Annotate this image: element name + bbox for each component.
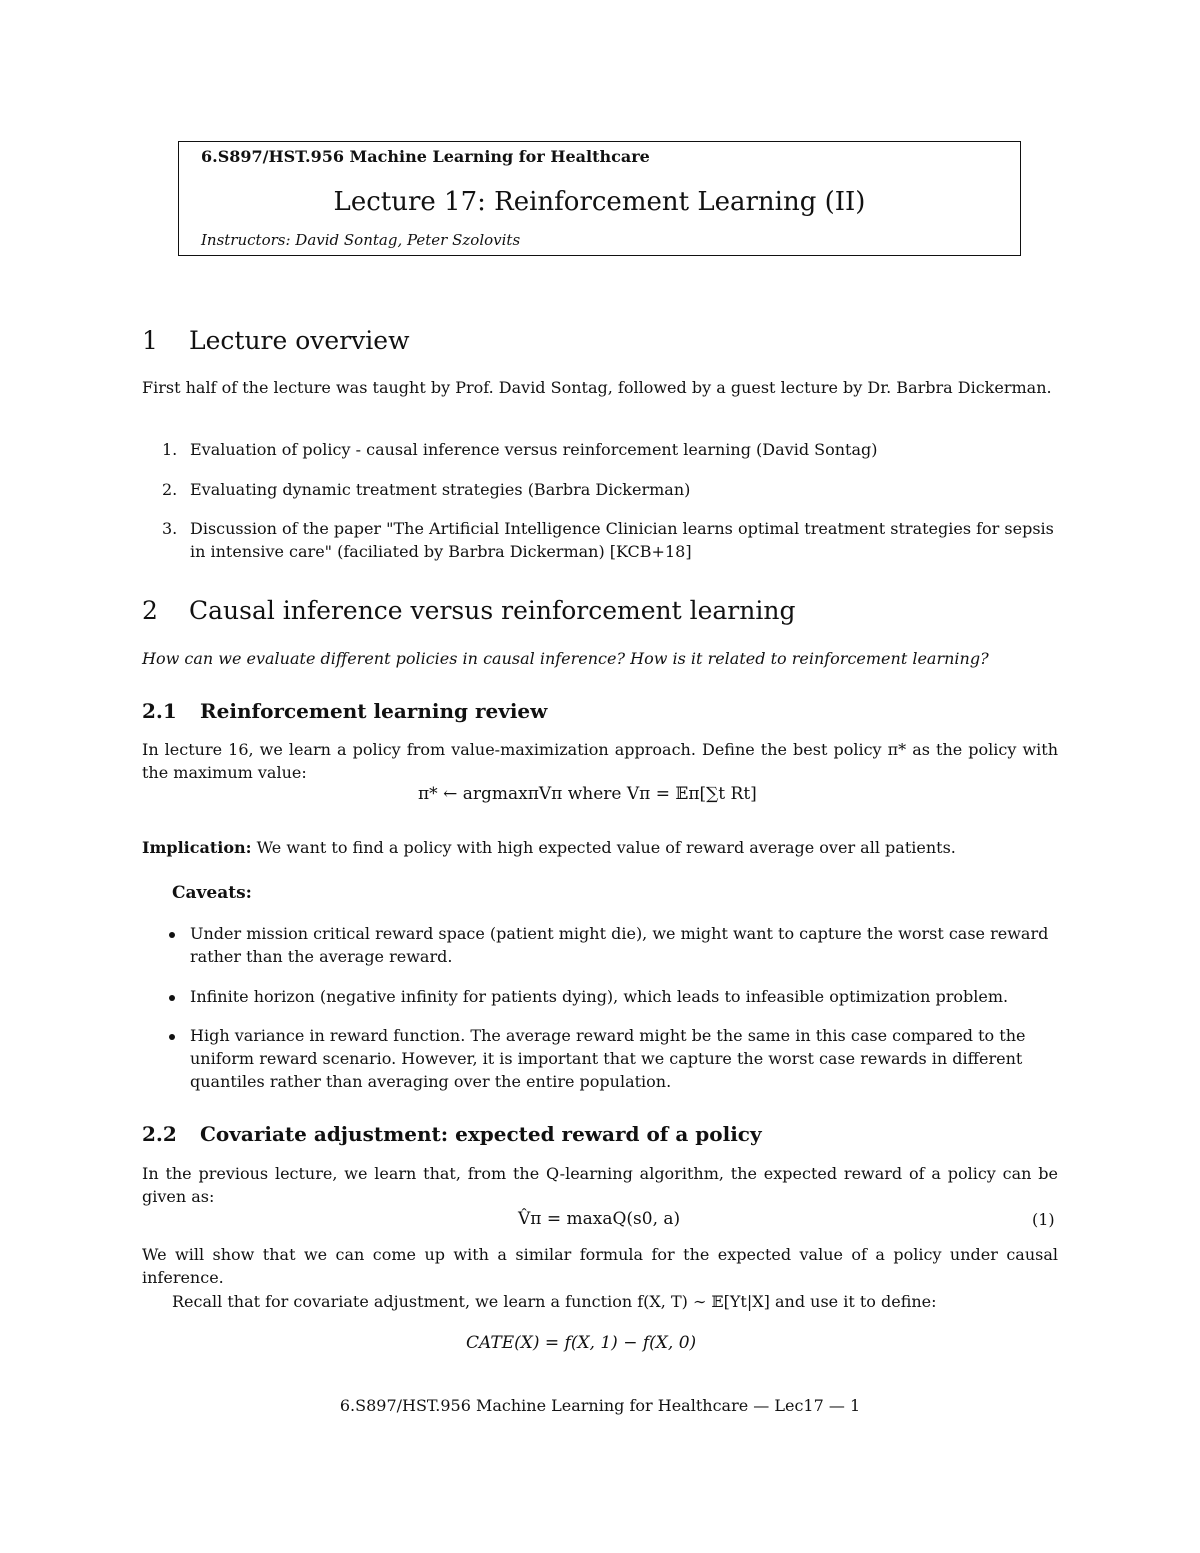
- section-number: 2: [142, 596, 158, 625]
- bullet-icon: [169, 1034, 175, 1040]
- list-item-text: Evaluating dynamic treatment strategies (Barbra Dickerman): [190, 480, 691, 499]
- subsection-2-2-para1: In the previous lecture, we learn that, from the Q-learning algorithm, the expected reward of a policy can be given as:: [142, 1164, 1058, 1206]
- list-item-text: Under mission critical reward space (patient might die), we might want to capture the worst case reward rather than the average reward.: [190, 924, 1049, 966]
- subsection-2-1-heading: [142, 699, 547, 723]
- section-title: Causal inference versus reinforcement learning: [189, 596, 796, 625]
- course-title: 6.S897/HST.956 Machine Learning for Healthcare: [201, 147, 650, 166]
- list-item: [162, 517, 1060, 563]
- bullet-icon: [169, 932, 175, 938]
- implication-label: Implication:: [142, 838, 252, 857]
- list-item: [162, 478, 1060, 501]
- list-item-text: Evaluation of policy - causal inference versus reinforcement learning (David Sontag): [190, 440, 878, 459]
- equation-cate: CATE(X) = f(X, 1) − f(X, 0): [466, 1333, 697, 1353]
- list-item: [162, 438, 1060, 461]
- section-2-question: How can we evaluate different policies in causal inference? How is it related to reinforcement learning?: [142, 649, 989, 668]
- subsection-title: Reinforcement learning review: [200, 699, 548, 723]
- subsection-number: 2.1: [142, 699, 177, 723]
- subsection-2-2-heading: [142, 1122, 762, 1146]
- section-2-heading: [142, 596, 795, 625]
- implication-paragraph: [142, 836, 1058, 859]
- section-title: Lecture overview: [189, 326, 410, 355]
- equation-number: (1): [1032, 1210, 1055, 1229]
- list-item-text: Infinite horizon (negative infinity for patients dying), which leads to infeasible optimization problem.: [190, 987, 1009, 1006]
- caveats-label: Caveats:: [172, 883, 252, 903]
- para3-text: Recall that for covariate adjustment, we learn a function f(X, T) ∼ 𝔼[Yt|X] and use it to define:: [172, 1292, 937, 1311]
- section-number: 1: [142, 326, 158, 355]
- subsection-title: Covariate adjustment: expected reward of a policy: [200, 1122, 762, 1146]
- header-box: [178, 141, 1021, 256]
- list-item-label: 3.: [162, 519, 178, 538]
- list-item-text: Discussion of the paper "The Artificial Intelligence Clinician learns optimal treatment strategies for sepsis in intensive care" (faciliated by Barbra Dickerman) [KCB+18]: [190, 519, 1054, 561]
- list-item-label: 1.: [162, 440, 178, 459]
- implication-text: We want to find a policy with high expected value of reward average over all patients.: [256, 838, 956, 857]
- subsection-2-2-para2: We will show that we can come up with a similar formula for the expected value of a policy under causal inference.: [142, 1245, 1058, 1287]
- section-1-heading: [142, 326, 409, 355]
- equation-expected-reward: V̂π = maxaQ(s0, a): [518, 1209, 681, 1229]
- subsection-2-2-para3: [142, 1290, 1058, 1313]
- list-item-label: 2.: [162, 480, 178, 499]
- lecture-title: Lecture 17: Reinforcement Learning (II): [333, 187, 866, 217]
- equation-best-policy: π* ← argmaxπVπ where Vπ = 𝔼π[∑t Rt]: [418, 784, 757, 804]
- section-1-intro: First half of the lecture was taught by Prof. David Sontag, followed by a guest lecture by Dr. Barbra Dickerman.: [142, 378, 1052, 397]
- list-item: [166, 1024, 1060, 1093]
- list-item-text: High variance in reward function. The average reward might be the same in this case compared to the uniform reward scenario. However, it is important that we capture the worst case rewards in different quantiles rather than averaging over the entire population.: [190, 1026, 1026, 1091]
- subsection-number: 2.2: [142, 1122, 177, 1146]
- subsection-2-1-para: In lecture 16, we learn a policy from value-maximization approach. Define the best policy π* as the policy with the maximum value:: [142, 740, 1058, 782]
- list-item: [166, 922, 1060, 968]
- list-item: [166, 985, 1060, 1008]
- page-footer: 6.S897/HST.956 Machine Learning for Healthcare — Lec17 — 1: [339, 1396, 861, 1415]
- bullet-icon: [169, 995, 175, 1001]
- instructors: Instructors: David Sontag, Peter Szolovits: [201, 231, 521, 249]
